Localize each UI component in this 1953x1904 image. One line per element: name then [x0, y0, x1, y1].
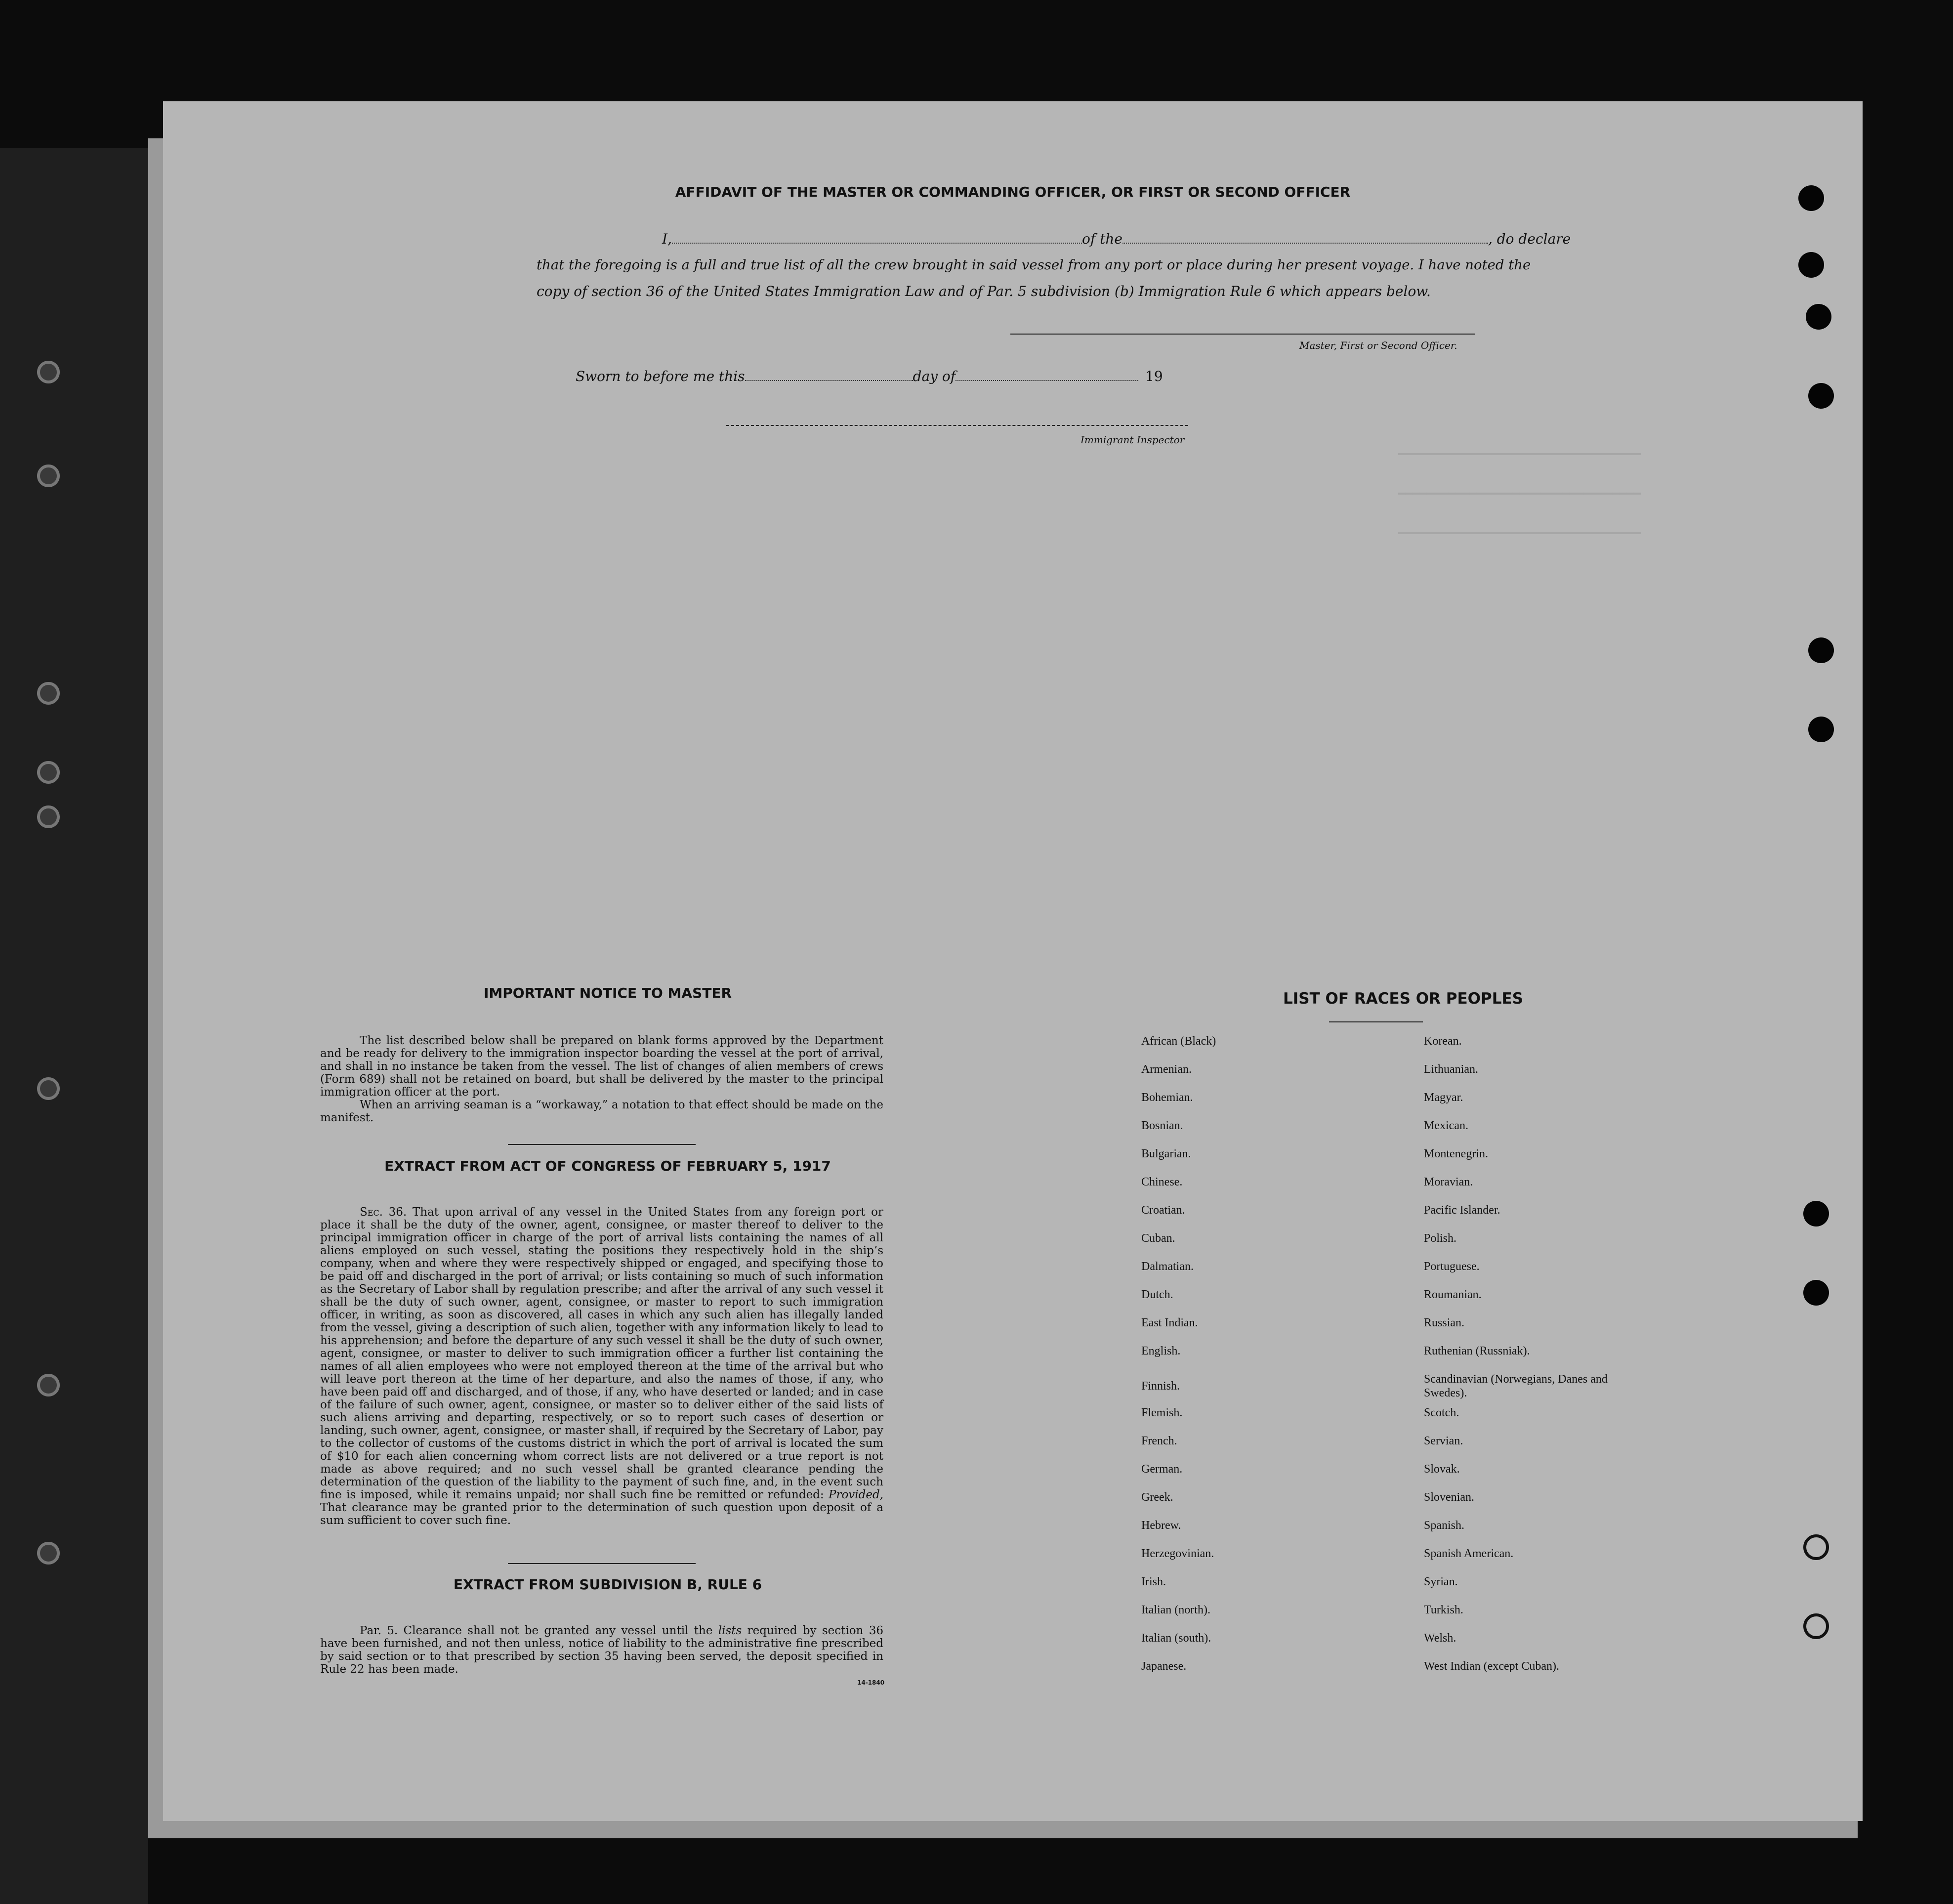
vessel-blank: [1122, 243, 1488, 244]
sworn-line: [576, 368, 1163, 384]
race-item: Lithuanian.: [1424, 1063, 1478, 1076]
race-item: Hebrew.: [1141, 1519, 1181, 1532]
proviso-label: Provided,: [828, 1488, 884, 1501]
punch-hole: [1808, 717, 1834, 742]
race-item: African (Black): [1141, 1035, 1216, 1048]
race-item: Croatian.: [1141, 1204, 1185, 1217]
punch-hole: [1808, 637, 1834, 663]
affidavit-text: , do declare: [1488, 231, 1571, 247]
race-item: Greek.: [1141, 1491, 1173, 1504]
race-item: Pacific Islander.: [1424, 1204, 1500, 1217]
rivet: [37, 361, 60, 383]
race-item: Slovak.: [1424, 1463, 1460, 1476]
race-item: Cuban.: [1141, 1232, 1175, 1245]
act-extract-title: EXTRACT FROM ACT OF CONGRESS OF FEBRUARY 5, 1917: [384, 1158, 831, 1174]
rivet: [37, 1542, 60, 1565]
race-item: French.: [1141, 1435, 1177, 1447]
act-extract-body: [320, 1206, 883, 1527]
manifest-page: [163, 101, 1863, 1821]
punch-hole: [1798, 252, 1824, 278]
bleed-through: ━━━━━━━━━━━━━━━━━━━━━━━━━━━━━━━━━━: [1398, 487, 1641, 501]
master-signature-line: [1010, 334, 1475, 335]
race-item: Italian (south).: [1141, 1632, 1211, 1645]
rivet: [37, 761, 60, 784]
race-item: Roumanian.: [1424, 1288, 1482, 1301]
races-title-underline: [1329, 1021, 1423, 1022]
section-divider: [508, 1144, 696, 1145]
rule-text: required by section 36 have been furnished, and not then unless, notice of liability to the administrative fine prescribed by said section or to that prescribed by section 35 having been served, the deposit specified in Rule 22 has been made.: [320, 1624, 883, 1676]
affidavit-declaration-line: [662, 231, 1571, 247]
rule-extract-body: [320, 1624, 883, 1676]
race-item: Turkish.: [1424, 1604, 1463, 1616]
section-divider: [508, 1563, 696, 1564]
race-item: German.: [1141, 1463, 1183, 1476]
notice-paragraph: The list described below shall be prepared on blank forms approved by the Department and be ready for delivery to the immigration inspector boarding the vessel at the port of arrival, and shall in no instance be taken from the vessel. The list of changes of alien members of crews (Form 689) shall not be retained on board, but shall be delivered by the master to the principal immigration officer at the port.: [320, 1034, 883, 1099]
race-item: Welsh.: [1424, 1632, 1456, 1645]
bleed-through: ━━━━━━━━━━━━━━━━━━━━━━━━━━━━━━━━━━: [1398, 447, 1641, 461]
affidavit-line3: copy of section 36 of the United States Immigration Law and of Par. 5 subdivision (b) Immigration Rule 6 which appears below.: [537, 283, 1431, 299]
race-item: East Indian.: [1141, 1316, 1198, 1329]
race-item: Dalmatian.: [1141, 1260, 1194, 1273]
race-item: Syrian.: [1424, 1575, 1458, 1588]
inspector-label: Immigrant Inspector: [1080, 434, 1185, 446]
notice-paragraph: When an arriving seaman is a “workaway,” a notation to that effect should be made on the manifest.: [320, 1099, 883, 1124]
races-title: LIST OF RACES OR PEOPLES: [1283, 990, 1524, 1008]
rivet: [37, 805, 60, 828]
rule-text: Par. 5. Clearance shall not be granted any vessel until the: [360, 1624, 713, 1637]
lists-word: lists: [718, 1624, 742, 1637]
race-item: Bosnian.: [1141, 1119, 1183, 1132]
race-item: Finnish.: [1141, 1380, 1180, 1393]
affidavit-title: AFFIDAVIT OF THE MASTER OR COMMANDING OFFICER, OR FIRST OR SECOND OFFICER: [675, 184, 1351, 200]
rivet: [37, 682, 60, 705]
race-item: Moravian.: [1424, 1176, 1473, 1188]
punch-hole: [1803, 1613, 1829, 1639]
sworn-year: 19: [1145, 368, 1163, 384]
race-item: Bohemian.: [1141, 1091, 1193, 1104]
binder-strip: [0, 148, 148, 1904]
rule-extract-title: EXTRACT FROM SUBDIVISION B, RULE 6: [453, 1576, 762, 1593]
race-item: Flemish.: [1141, 1406, 1183, 1419]
master-signature-label: Master, First or Second Officer.: [1299, 339, 1457, 351]
race-item: Magyar.: [1424, 1091, 1463, 1104]
race-item: Italian (north).: [1141, 1604, 1210, 1616]
punch-hole: [1803, 1201, 1829, 1227]
sworn-day-blank: [745, 380, 913, 381]
race-item: Scotch.: [1424, 1406, 1459, 1419]
race-item: Japanese.: [1141, 1660, 1187, 1673]
punch-hole: [1803, 1534, 1829, 1560]
race-item: English.: [1141, 1345, 1181, 1357]
race-item: Russian.: [1424, 1316, 1465, 1329]
race-item: Dutch.: [1141, 1288, 1173, 1301]
race-item: West Indian (except Cuban).: [1424, 1660, 1559, 1673]
notice-body: [320, 1034, 883, 1124]
rivet: [37, 1374, 60, 1396]
rivet: [37, 1077, 60, 1100]
punch-hole: [1803, 1280, 1829, 1306]
race-item: Slovenian.: [1424, 1491, 1474, 1504]
race-item: Chinese.: [1141, 1176, 1183, 1188]
sworn-month-blank: [956, 380, 1138, 381]
race-item: Mexican.: [1424, 1119, 1468, 1132]
notice-title: IMPORTANT NOTICE TO MASTER: [483, 985, 732, 1001]
name-blank: [672, 243, 1082, 244]
bleed-through: ━━━━━━━━━━━━━━━━━━━━━━━━━━━━━━━━━━: [1398, 526, 1641, 540]
form-number: 14-1840: [857, 1679, 885, 1686]
act-text: That upon arrival of any vessel in the United States from any foreign port or place it shall be the duty of the owner, agent, consignee, or master thereof to deliver to the principal immigration officer in charge of the port of arrival lists containing the names of all aliens employed on such vessel, stating the positions they respectively hold in the ship’s company, when and where they were respectively shipped or engaged, and specifying those to be paid off and discharged in the port of arrival; or lists containing so much of such information as the Secretary of Labor shall by regulation prescribe; and after the arrival of any such vessel it shall be the duty of such owner, agent, consignee, or master to report to such immigration officer, in writing, as soon as discovered, all cases in which any such alien has illegally landed from the vessel, giving a description of such alien, together with any information likely to lead to his apprehension; and before the departure of any such vessel it shall be the duty of such owner, agent, consignee, or master to deliver to such immigration officer a further list containing the names of all alien employees who were not employed thereon at the time of the arrival but who will leave port thereon at the time of her departure, and also the names of those, if any, who have been paid off and discharged, and of those, if any, who have deserted or landed; and in case of the failure of such owner, agent, consignee, or master so to deliver either of the said lists of such aliens arriving and departing, respectively, or so to report such cases of desertion or landing, such owner, agent, consignee, or master shall, if required by the Secretary of Labor, pay to the collector of customs of the customs district in which the port of arrival is located the sum of $10 for each alien concerning whom correct lists are not delivered or a true report is not made as above required; and no such vessel shall be granted clearance pending the determination of the question of the liability to the payment of such fine, and, in the event such fine is imposed, while it remains unpaid; nor shall such fine be remitted or refunded:: [320, 1206, 883, 1501]
races-column-left: [1141, 1034, 1398, 1688]
proviso-text: That clearance may be granted prior to the determination of such question upon deposit of a sum sufficient to cover such fine.: [320, 1501, 883, 1527]
race-item: Spanish.: [1424, 1519, 1465, 1532]
inspector-signature-line: [726, 425, 1188, 426]
race-item: Spanish American.: [1424, 1547, 1514, 1560]
race-item: Servian.: [1424, 1435, 1463, 1447]
affidavit-text: of the: [1081, 231, 1122, 247]
race-item: Irish.: [1141, 1575, 1166, 1588]
affidavit-line2: that the foregoing is a full and true list of all the crew brought in said vessel from any port or place during her present voyage. I have noted the: [537, 257, 1531, 273]
race-item: Ruthenian (Russniak).: [1424, 1345, 1530, 1357]
affidavit-text: Sworn to before me this: [576, 368, 745, 384]
race-item: Herzegovinian.: [1141, 1547, 1214, 1560]
race-item: Armenian.: [1141, 1063, 1192, 1076]
punch-hole: [1806, 304, 1831, 330]
race-item: Scandinavian (Norwegians, Danes and Swedes).: [1424, 1373, 1608, 1399]
section-label: Sec. 36.: [360, 1206, 407, 1219]
race-item: Montenegrin.: [1424, 1147, 1488, 1160]
affidavit-text: day of: [913, 368, 956, 384]
race-item: Korean.: [1424, 1035, 1462, 1048]
affidavit-text: I,: [662, 231, 672, 247]
race-item: Bulgarian.: [1141, 1147, 1191, 1160]
races-column-right: [1424, 1034, 1681, 1688]
race-item: Portuguese.: [1424, 1260, 1480, 1273]
race-item: Polish.: [1424, 1232, 1457, 1245]
punch-hole: [1808, 383, 1834, 409]
rivet: [37, 465, 60, 487]
